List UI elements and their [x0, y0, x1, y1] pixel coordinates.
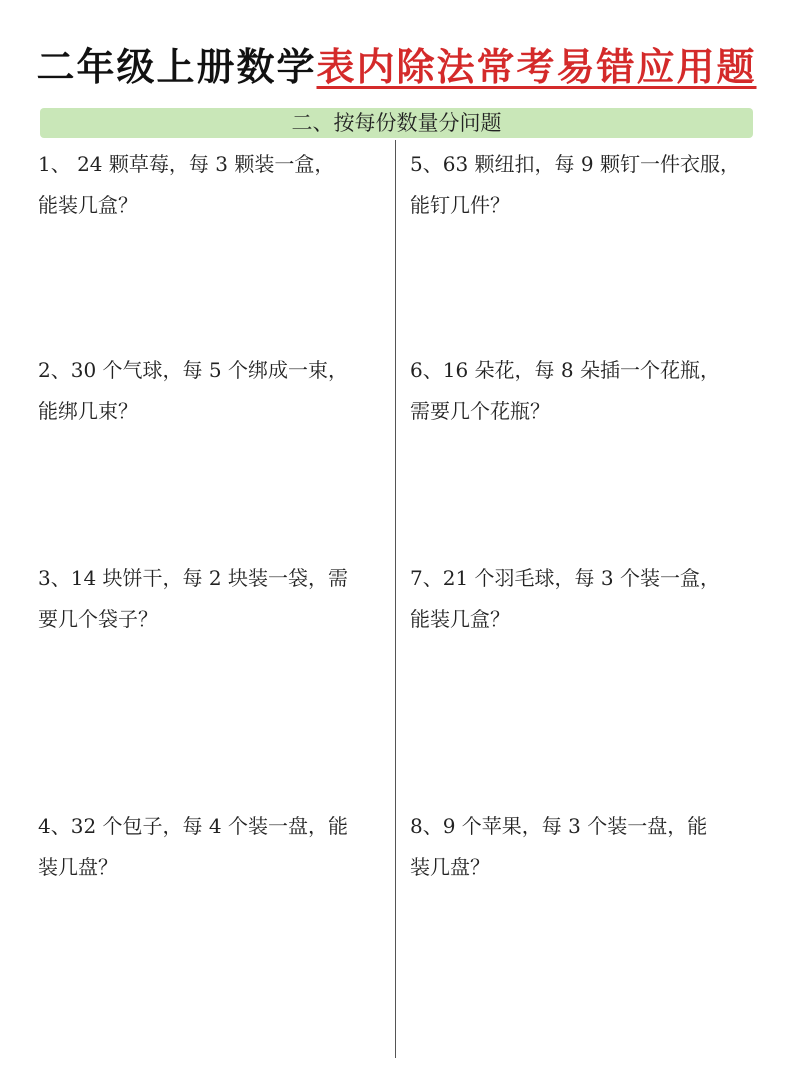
- question-2: [38, 350, 383, 432]
- question-6-line-1: 6、16 朵花，每 8 朵插一个花瓶，: [410, 358, 720, 382]
- question-2-line-2: 能绑几束？: [38, 399, 138, 423]
- column-divider: [395, 140, 396, 1058]
- question-3-line-1: 3、14 块饼干，每 2 块装一袋，需: [38, 566, 348, 590]
- question-5-line-2: 能钉几件？: [410, 193, 510, 217]
- question-1: [38, 144, 383, 226]
- question-3-line-2: 要几个袋子？: [38, 607, 158, 631]
- question-2-line-1: 2、30 个气球，每 5 个绑成一束，: [38, 358, 348, 382]
- question-8-line-1: 8、9 个苹果，每 3 个装一盘，能: [410, 814, 708, 838]
- worksheet-title: [0, 42, 793, 92]
- question-1-line-2: 能装几盒？: [38, 193, 138, 217]
- question-6-line-2: 需要几个花瓶？: [410, 399, 550, 423]
- question-4-line-2: 装几盘？: [38, 855, 118, 879]
- question-7-line-2: 能装几盒？: [410, 607, 510, 631]
- question-3: [38, 558, 383, 640]
- question-7-line-1: 7、21 个羽毛球，每 3 个装一盒，: [410, 566, 720, 590]
- title-grade: 二年级上册数学: [36, 45, 317, 89]
- question-6: [410, 350, 755, 432]
- question-1-line-1: 1、 24 颗草莓，每 3 颗装一盒，: [38, 152, 335, 176]
- question-5-line-1: 5、63 颗纽扣，每 9 颗钉一件衣服，: [410, 152, 740, 176]
- question-7: [410, 558, 755, 640]
- section-banner: 二、按每份数量分问题: [40, 108, 753, 138]
- question-8: [410, 806, 755, 888]
- question-4-line-1: 4、32 个包子，每 4 个装一盘，能: [38, 814, 348, 838]
- question-8-line-2: 装几盘？: [410, 855, 490, 879]
- title-topic: 表内除法常考易错应用题: [316, 45, 757, 89]
- question-4: [38, 806, 383, 888]
- question-5: [410, 144, 755, 226]
